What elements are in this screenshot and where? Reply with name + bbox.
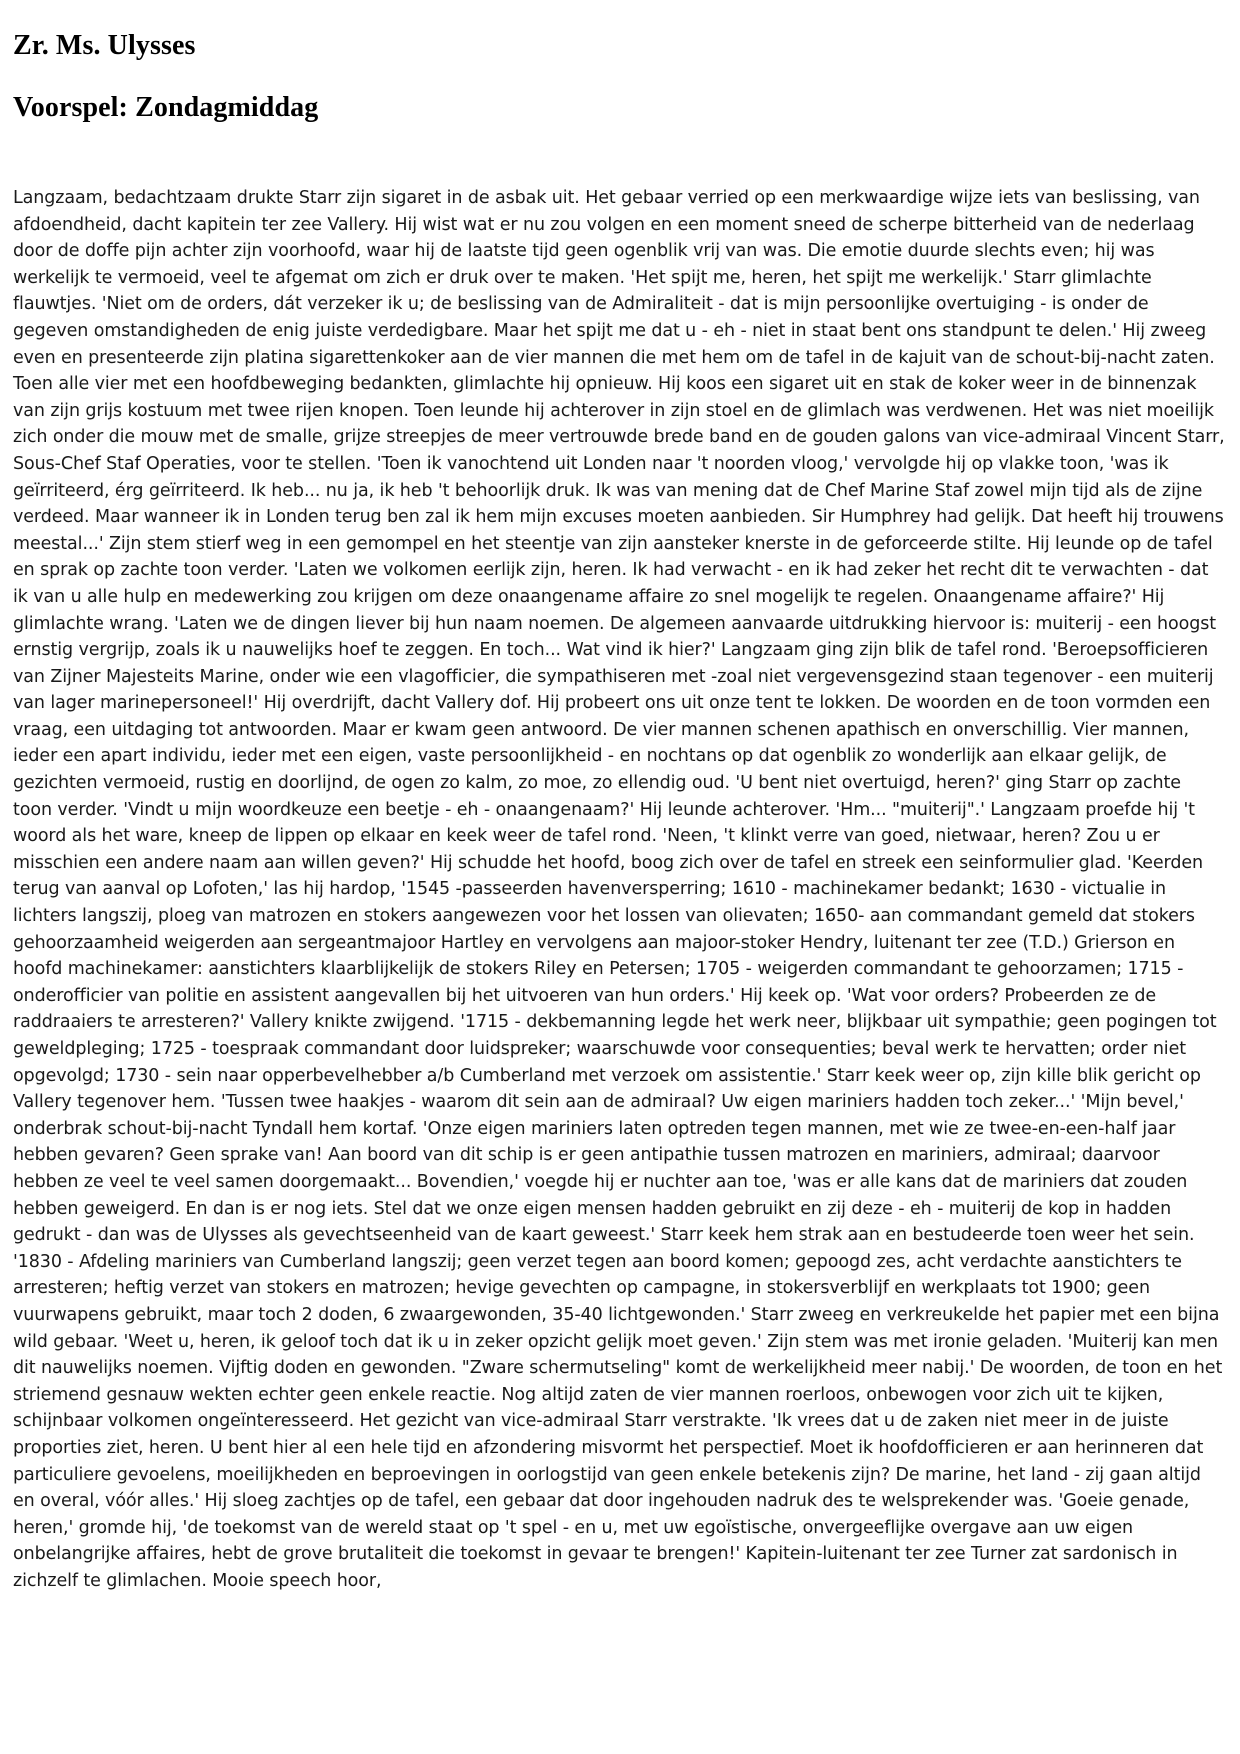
body-paragraph: Langzaam, bedachtzaam drukte Starr zijn sigaret in de asbak uit. Het gebaar verried op een merkwaardige wijze iets van beslissing, van afdoendheid, dacht kapitein ter zee Vallery. Hij wist wat er nu zou volgen en een moment sneed de scherpe bitterheid van de nederlaag door de doffe pijn achter zijn voorhoofd, waar hij de laatste tijd geen ogenblik vrij van was. Die emotie duurde slechts even; hij was werkelijk te vermoeid, veel te afgemat om zich er druk over te maken. 'Het spijt me, heren, het spijt me werkelijk.' Starr glimlachte flauwtjes. 'Niet om de orders, dát verzeker ik u; de beslissing van de Admiraliteit - dat is mijn persoonlijke overtuiging - is onder de gegeven omstandigheden de enig juiste verdedigbare. Maar het spijt me dat u - eh - niet in staat bent ons standpunt te delen.' Hij zweeg even en presenteerde zijn platina sigarettenkoker aan de vier mannen die met hem om de tafel in de kajuit van de schout-bij-nacht zaten. Toen alle vier met een hoofdbeweging bedankten, glimlachte hij opnieuw. Hij koos een sigaret uit en stak de koker weer in de binnenzak van zijn grijs kostuum met twee rijen knopen. Toen leunde hij achterover in zijn stoel en de glimlach was verdwenen. Het was niet moeilijk zich onder die mouw met de smalle, grijze streepjes de meer vertrouwde brede band en de gouden galons van vice-admiraal Vincent Starr, Sous-Chef Staf Operaties, voor te stellen. 'Toen ik vanochtend uit Londen naar 't noorden vloog,' vervolgde hij op vlakke toon, 'was ik geïrriteerd, érg geïrriteerd. Ik heb... nu ja, ik heb 't behoorlijk druk. Ik was van mening dat de Chef Marine Staf zowel mijn tijd als de zijne verdeed. Maar wanneer ik in Londen terug ben zal ik hem mijn excuses moeten aanbieden. Sir Humphrey had gelijk. Dat heeft hij trouwens meestal...' Zijn stem stierf weg in een gemompel en het steentje van zijn aansteker knerste in de geforceerde stilte. Hij leunde op de tafel en sprak op zachte toon verder. 'Laten we volkomen eerlijk zijn, heren. Ik had verwacht - en ik had zeker het recht dit te verwachten - dat ik van u alle hulp en medewerking zou krijgen om deze onaangename affaire zo snel mogelijk te regelen. Onaangename affaire?' Hij glimlachte wrang. 'Laten we de dingen liever bij hun naam noemen. De algemeen aanvaarde uitdrukking hiervoor is: muiterij - een hoogst ernstig vergrijp, zoals ik u nauwelijks hoef te zeggen. En toch... Wat vind ik hier?' Langzaam ging zijn blik de tafel rond. 'Beroepsofficieren van Zijner Majesteits Marine, onder wie een vlagofficier, die sympathiseren met -zoal niet vergevensgezind staan tegenover - een muiterij van lager marinepersoneel!' Hij overdrijft, dacht Vallery dof. Hij probeert ons uit onze tent te lokken. De woorden en de toon vormden een vraag, een uitdaging tot antwoorden. Maar er kwam geen antwoord. De vier mannen schenen apathisch en onverschillig. Vier mannen, ieder een apart individu, ieder met een eigen, vaste persoonlijkheid - en nochtans op dat ogenblik zo wonderlijk aan elkaar gelijk, de gezichten vermoeid, rustig en doorlijnd, de ogen zo kalm, zo moe, zo ellendig oud. 'U bent niet overtuigd, heren?' ging Starr op zachte toon verder. 'Vindt u mijn woordkeuze een beetje - eh - onaangenaam?' Hij leunde achterover. 'Hm... "muiterij".' Langzaam proefde hij 't woord als het ware, kneep de lippen op elkaar en keek weer de tafel rond. 'Neen, 't klinkt verre van goed, nietwaar, heren? Zou u er misschien een andere naam aan willen geven?' Hij schudde het hoofd, boog zich over de tafel en streek een seinformulier glad. 'Keerden terug van aanval op Lofoten,' las hij hardop, '1545 -passeerden havenversperring; 1610 - machinekamer bedankt; 1630 - victualie in lichters langszij, ploeg van matrozen en stokers aangewezen voor het lossen van olievaten; 1650- aan commandant gemeld dat stokers gehoorzaamheid weigerden aan sergeantmajoor Hartley en vervolgens aan majoor-stoker Hendry, luitenant ter zee (T.D.) Grierson en hoofd machinekamer: aanstichters klaarblijkelijk de stokers Riley en Petersen; 1705 - weigerden commandant te gehoorzamen; 1715 - onderofficier van politie en assistent aangevallen bij het uitvoeren van hun orders.' Hij keek op. 'Wat voor orders? Probeerden ze de raddraaiers te arresteren?' Vallery knikte zwijgend. '1715 - dekbemanning legde het werk neer, blijkbaar uit sympathie; geen pogingen tot geweldpleging; 1725 - toespraak commandant door luidspreker; waarschuwde voor consequenties; beval werk te hervatten; order niet opgevolgd; 1730 - sein naar opperbevelhebber a/b Cumberland met verzoek om assistentie.' Starr keek weer op, zijn kille blik gericht op Vallery tegenover hem. 'Tussen twee haakjes - waarom dit sein aan de admiraal? Uw eigen mariniers hadden toch zeker...' 'Mijn bevel,' onderbrak schout-bij-nacht Tyndall hem kortaf. 'Onze eigen mariniers laten optreden tegen mannen, met wie ze twee-en-een-half jaar hebben gevaren? Geen sprake van! Aan boord van dit schip is er geen antipathie tussen matrozen en mariniers, admiraal; daarvoor hebben ze veel te veel samen doorgemaakt... Bovendien,' voegde hij er nuchter aan toe, 'was er alle kans dat de mariniers dat zouden hebben geweigerd. En dan is er nog iets. Stel dat we onze eigen mensen hadden gebruikt en zij deze - eh - muiterij de kop in hadden gedrukt - dan was de Ulysses als gevechtseenheid van de kaart geweest.' Starr keek hem strak aan en bestudeerde toen weer het sein. '1830 - Afdeling mariniers van Cumberland langszij; geen verzet tegen aan boord komen; gepoogd zes, acht verdachte aanstichters te arresteren; heftig verzet van stokers en matrozen; hevige gevechten op campagne, in stokersverblijf en werkplaats tot 1900; geen vuurwapens gebruikt, maar toch 2 doden, 6 zwaargewonden, 35-40 lichtgewonden.' Starr zweeg en verkreukelde het papier met een bijna wild gebaar. 'Weet u, heren, ik geloof toch dat ik u in zeker opzicht gelijk moet geven.' Zijn stem was met ironie geladen. 'Muiterij kan men dit nauwelijks noemen. Vijftig doden en gewonden. "Zware schermutseling" komt de werkelijkheid meer nabij.' De woorden, de toon en het striemend gesnauw wekten echter geen enkele reactie. Nog altijd zaten de vier mannen roerloos, onbewogen voor zich uit te kijken, schijnbaar volkomen ongeïnteresseerd. Het gezicht van vice-admiraal Starr verstrakte. 'Ik vrees dat u de zaken niet meer in de juiste proporties ziet, heren. U bent hier al een hele tijd en afzondering misvormt het perspectief. Moet ik hoofdofficieren er aan herinneren dat particuliere gevoelens, moeilijkheden en beproevingen in oorlogstijd van geen enkele betekenis zijn? De marine, het land - zij gaan altijd en overal, vóór alles.' Hij sloeg zachtjes op de tafel, een gebaar dat door ingehouden nadruk des te welsprekender was. 'Goeie genade, heren,' gromde hij, 'de toekomst van de wereld staat op 't spel - en u, met uw egoïstische, onvergeeflijke overgave aan uw eigen onbelangrijke affaires, hebt de grove brutaliteit die toekomst in gevaar te brengen!' Kapitein-luitenant ter zee Turner zat sardonisch in zichzelf te glimlachen. Mooie speech hoor, — [13, 188, 1225, 1591]
document-title: Zr. Ms. Ulysses — [13, 30, 196, 61]
chapter-heading: Voorspel: Zondagmiddag — [13, 92, 319, 123]
